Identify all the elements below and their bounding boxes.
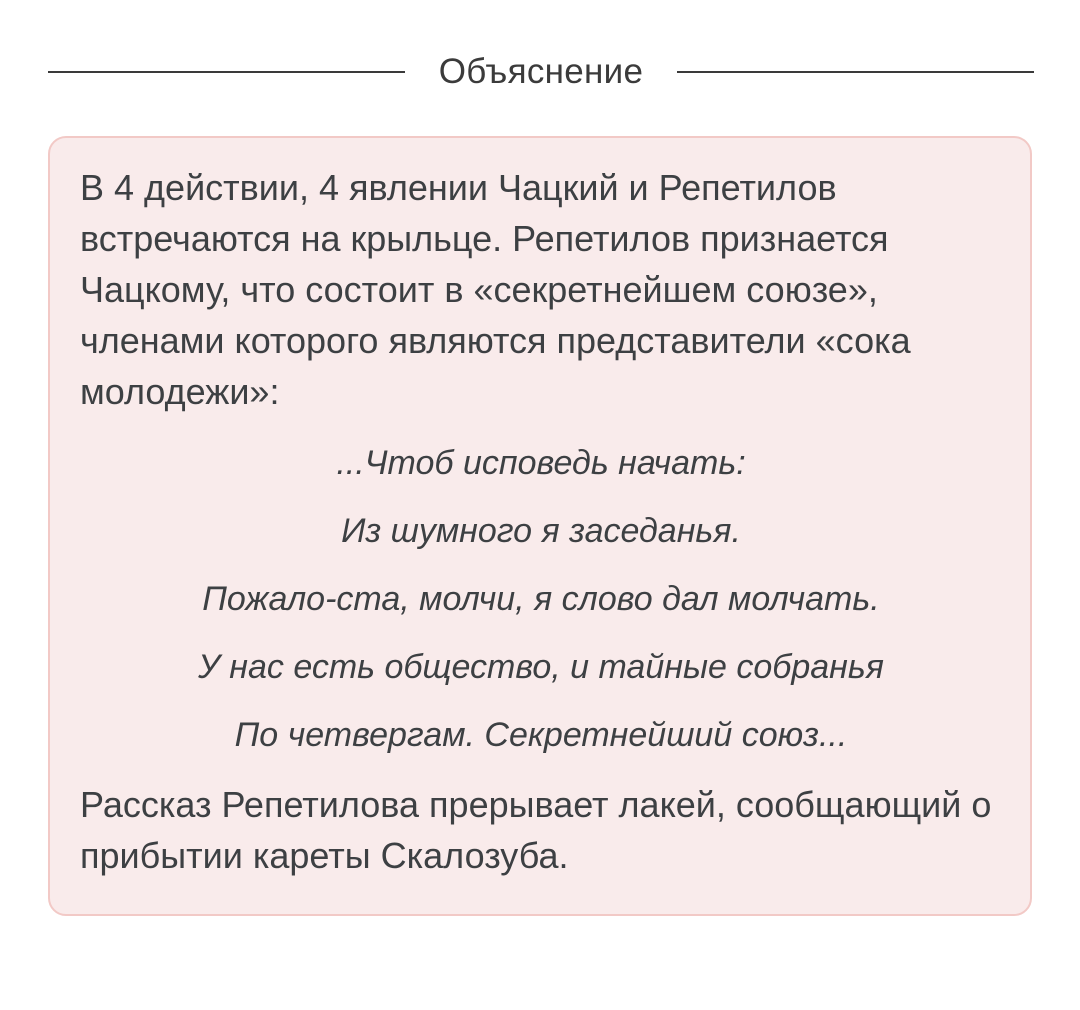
quote-line: ...Чтоб исповедь начать: (336, 444, 746, 482)
section-header (48, 48, 1034, 96)
quote-block (80, 429, 1002, 769)
quote-line: По четвергам. Секретнейший союз... (234, 716, 848, 754)
explanation-card (48, 136, 1032, 916)
quote-line: Пожало-ста, молчи, я слово дал молчать. (202, 580, 880, 618)
explanation-intro: В 4 действии, 4 явлении Чацкий и Репетилов встречаются на крыльце. Репетилов признается Чацкому, что состоит в «секретнейшем союзе», членами которого являются представители «сока молодежи»: (80, 167, 911, 412)
header-divider-left (48, 71, 405, 73)
explanation-outro: Рассказ Репетилова прерывает лакей, сообщающий о прибытии кареты Скалозуба. (80, 784, 992, 876)
quote-line: У нас есть общество, и тайные собранья (198, 648, 884, 686)
header-divider-right (677, 71, 1034, 73)
section-title: Объяснение (438, 52, 644, 91)
quote-line: Из шумного я заседанья. (341, 512, 741, 550)
